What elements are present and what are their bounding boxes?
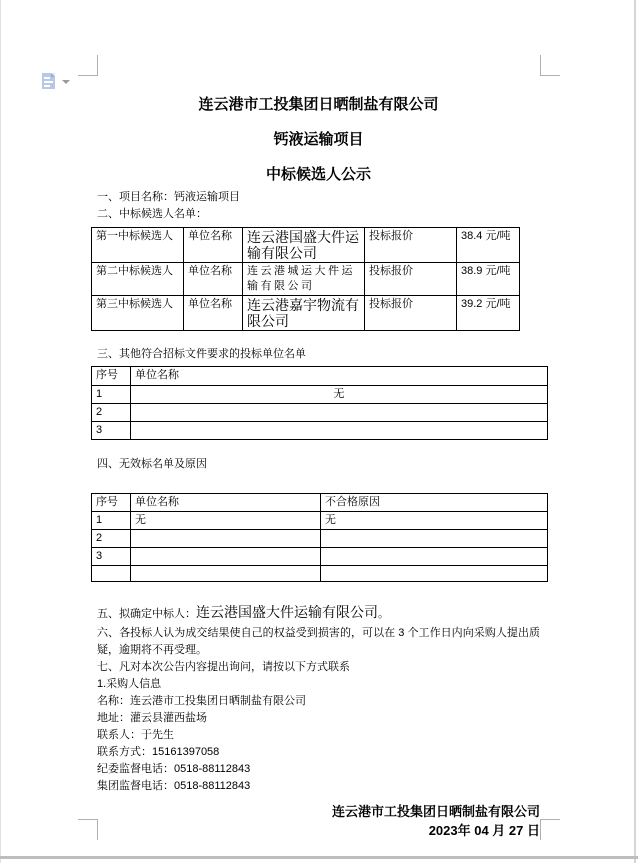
unit-name: 连云港城运大件运输有限公司: [243, 263, 365, 296]
reason: 无: [321, 512, 548, 530]
row-no: 3: [92, 548, 131, 566]
table-row: [92, 548, 548, 566]
purchaser-heading: 1.采购人信息: [97, 678, 162, 690]
reason: [321, 530, 548, 548]
crop-mark-bottom-right: [540, 819, 560, 840]
unit-label: 单位名称: [184, 263, 243, 296]
title-announcement: 中标候选人公示: [265, 166, 371, 183]
row-no: 1: [92, 512, 131, 530]
page-edge-bottom: [0, 856, 638, 859]
price-value: 38.4 元/吨: [457, 228, 520, 263]
title-project: 钙液运输项目: [273, 131, 364, 148]
price-value: 38.9 元/吨: [457, 263, 520, 296]
price-label: 投标报价: [365, 263, 457, 296]
section-5-winner: [97, 603, 540, 623]
unit-name: 无: [131, 386, 548, 404]
candidates-table: [91, 227, 520, 331]
signature-company: 连云港市工投集团日晒制盐有限公司: [331, 804, 540, 819]
purchaser-address-line: 地址：灌云县灌西盐场: [97, 712, 207, 724]
purchaser-phone-line: 联系方式：15161397058: [97, 746, 220, 758]
section-2-candidate-list-heading: 二、中标候选人名单：: [97, 208, 207, 220]
col-header-unit: 单位名称: [131, 494, 321, 512]
unit-name: 无: [131, 512, 321, 530]
col-header-unit: 单位名称: [131, 367, 548, 386]
section-7-contact-notice: 七、凡对本次公告内容提出询问，请按以下方式联系: [97, 661, 350, 673]
candidate-row-2: [92, 263, 520, 296]
chevron-down-icon: [62, 80, 70, 84]
purchaser-contact-person-line: 联系人：于先生: [97, 729, 174, 741]
winner-company: 连云港国盛大件运输有限公司: [196, 604, 378, 620]
discipline-supervision-phone-line: 纪委监督电话：0518-88112843: [97, 763, 251, 775]
other-bidders-header-row: [92, 367, 548, 386]
price-label: 投标报价: [365, 228, 457, 263]
candidate-rank: 第一中标候选人: [92, 228, 184, 263]
group-supervision-phone-line: 集团监督电话：0518-88112843: [97, 780, 251, 792]
col-header-no: 序号: [92, 367, 131, 386]
unit-name: 连云港国盛大件运输有限公司: [243, 228, 365, 263]
unit-name: [131, 404, 548, 422]
unit-name: [131, 566, 321, 582]
unit-name: [131, 530, 321, 548]
signature-date: 2023年 04 月 27 日: [428, 823, 540, 838]
section-3-heading: 三、其他符合招标文件要求的投标单位名单: [97, 348, 306, 360]
crop-mark-top-right: [540, 55, 560, 76]
page-edge-left: [0, 0, 1, 863]
candidate-row-1: [92, 228, 520, 263]
winner-suffix: 。: [378, 608, 389, 620]
table-row: [92, 386, 548, 404]
row-no: [92, 566, 131, 582]
crop-mark-top-left: [78, 55, 98, 76]
table-row: [92, 566, 548, 582]
unit-label: 单位名称: [184, 296, 243, 331]
signature-block: [97, 802, 540, 840]
winner-prefix: 五、拟确定中标人：: [97, 608, 196, 620]
price-value: 39.2 元/吨: [457, 296, 520, 331]
purchaser-info-block: [97, 676, 540, 795]
row-no: 2: [92, 530, 131, 548]
invalid-header-row: [92, 494, 548, 512]
row-no: 1: [92, 386, 131, 404]
candidate-rank: 第二中标候选人: [92, 263, 184, 296]
paste-options-button[interactable]: [40, 71, 72, 93]
table-row: [92, 512, 548, 530]
section-6-objection-notice: 六、各投标人认为成交结果使自己的权益受到损害的，可以在 3 个工作日内向采购人提出质疑，逾期将不再受理。: [97, 627, 540, 656]
unit-name: 连云港嘉宇物流有限公司: [243, 296, 365, 331]
table-row: [92, 422, 548, 440]
candidate-row-3: [92, 296, 520, 331]
unit-name: [131, 548, 321, 566]
section-4-heading: 四、无效标名单及原因: [97, 458, 207, 470]
price-label: 投标报价: [365, 296, 457, 331]
section-1-project-name: 一、项目名称：钙液运输项目: [97, 191, 240, 203]
unit-label: 单位名称: [184, 228, 243, 263]
col-header-no: 序号: [92, 494, 131, 512]
other-bidders-table: [91, 366, 548, 440]
reason: [321, 548, 548, 566]
title-company: 连云港市工投集团日晒制盐有限公司: [198, 96, 439, 113]
invalid-bids-table: [91, 493, 548, 582]
crop-mark-bottom-left: [78, 819, 98, 840]
page-edge-right: [634, 0, 636, 863]
reason: [321, 566, 548, 582]
purchaser-name-line: 名称：连云港市工投集团日晒制盐有限公司: [97, 695, 306, 707]
col-header-reason: 不合格原因: [321, 494, 548, 512]
table-row: [92, 404, 548, 422]
row-no: 2: [92, 404, 131, 422]
document-content: [97, 75, 540, 840]
candidate-rank: 第三中标候选人: [92, 296, 184, 331]
unit-name: [131, 422, 548, 440]
table-row: [92, 530, 548, 548]
row-no: 3: [92, 422, 131, 440]
